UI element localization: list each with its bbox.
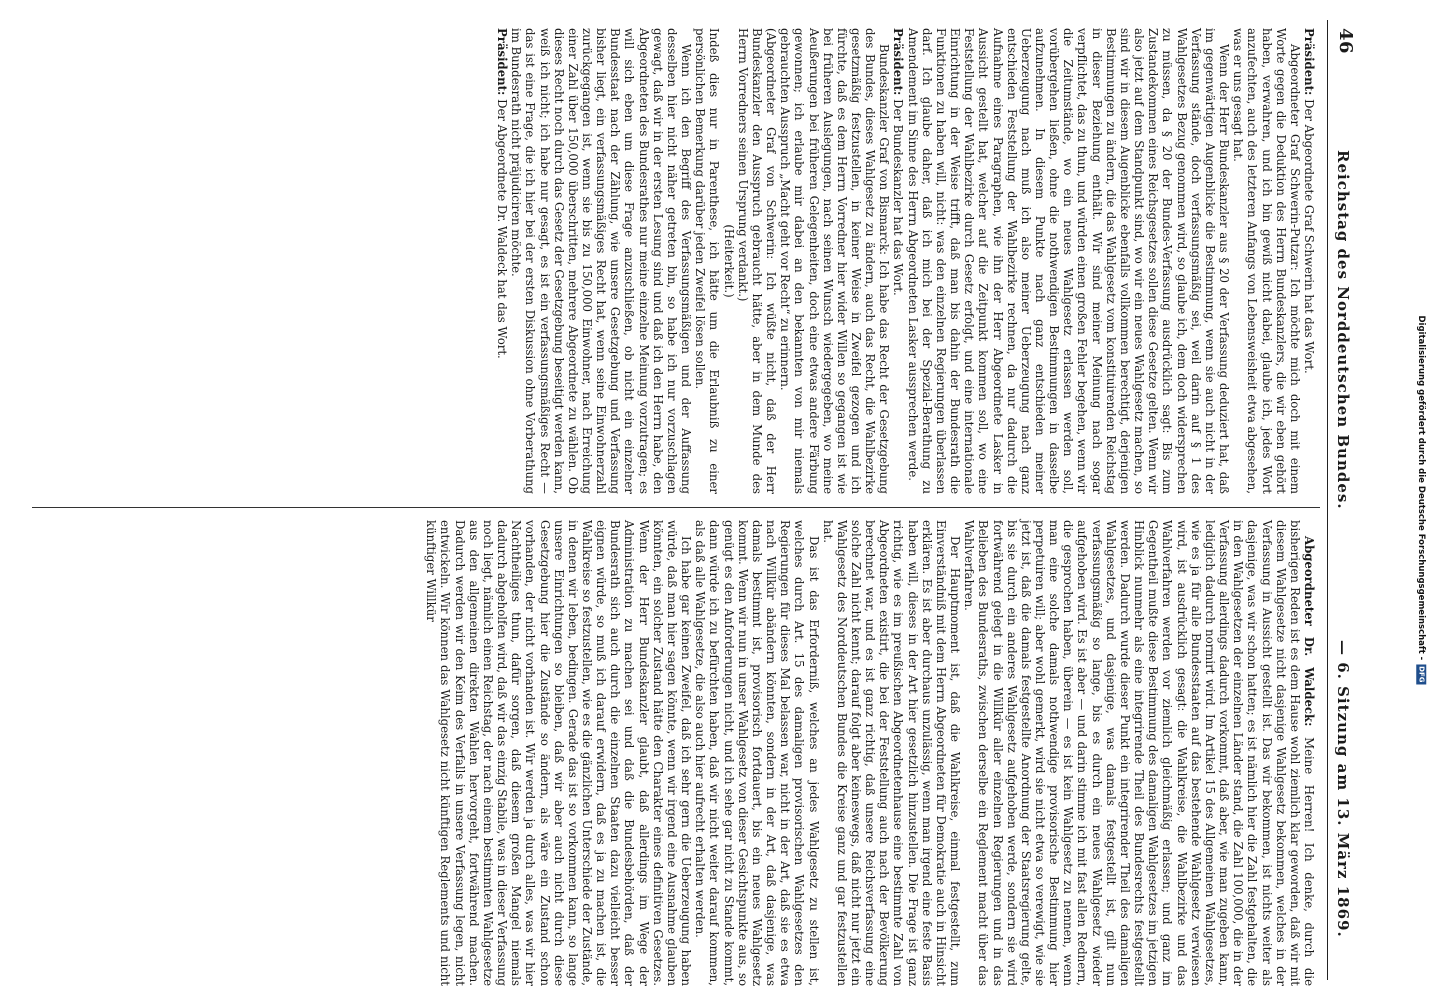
- paragraph: [721, 28, 735, 494]
- paragraph: [1231, 28, 1302, 494]
- paragraph: [778, 28, 891, 494]
- paragraph-text: (Abgeordneter Graf von Schwerin: Ich wüßte nicht, daß der Herr Bundeskanzler den Ausspruch gebraucht hätte, aber in dem Munde des Herrn Vorredners seinen Ursprung verdankt.): [735, 28, 779, 494]
- speaker-label: Präsident:: [891, 28, 906, 96]
- paragraph: [424, 520, 693, 986]
- paragraph-text: Der Bundeskanzler hat das Wort.: [891, 99, 906, 296]
- paragraph: [495, 28, 509, 494]
- column-divider: [32, 507, 1320, 508]
- left-column: [495, 28, 1316, 494]
- speaker-label: Präsident:: [495, 28, 510, 96]
- page-header: [1327, 20, 1354, 980]
- paragraph: [693, 520, 820, 986]
- paragraph-text: Der Abgeordnete Graf Schwerin hat das Wort.: [1302, 99, 1316, 374]
- paragraph: [962, 520, 1316, 986]
- paragraph-text: Wenn ich den Begriff des Verfassungsmäßigen und der Auffassung desselben hier nicht näher getreten bin, so habe ich nur vorzuschlagen gewagt, daß wir in der ersten Lesung sind und daß ich den Herrn habe, den Abgeordneten des Bundesrathes nur meine einzelne Meinung vorzutragen; es will sich eben um diese Frage anzuschließen, ob nicht ein einzelner Bundesstaat nach der Zählung, wie unsere Gesetzgebung und Verfassung bisher liegt, ein verfassungsmäßiges Recht hat, wenn seine Einwohnerzahl zurückgegangen ist, wenn sie bis zu 150,000 Einwohner, nach Erreichung einer Zahl über 150,000 überschritten, mehrere Abgeordnete zu wählen. Ob dieses Recht noch durch das Gesetz der Gesetzgebung beseitigt werden kann, weiß ich nicht; ich habe nur gesagt, es ist ein verfassungsmäßiges Recht — das ist eine Frage, die ich hier bei der ersten Diskussion ohne Vorberathung im Bundesrath nicht präjudiciren möchte.: [509, 28, 694, 494]
- paragraph-text: Wenn der Herr Bundeskanzler aus § 20 der Verfassung deduziert hat, daß im gegenwärtigen Augenblicke die Bestimmung, wenn sie auch nicht in der Verfassung stände, doch verfassungsmäßig sei, weil darin auf § 1 des Wahlgesetzes Bezug genommen wird, so glaube ich, dem doch widersprechen zu müssen, da § 20 der Bundes-Verfassung ausdrücklich sagt: Bis zum Zustandekommen eines Reichsgesetzes sollen diese Gesetze gelten. Wenn wir also jetzt auf dem Standpunkt sind, wo wir ein neues Wahlgesetz machen, so sind wir in diesem Augenblicke ebenfalls vollkommen berechtigt, derjenigen Bestimmungen zu ändern, die das Wahlgesetz vom konstituirenden Reichstag in dieser Beziehung enthält. Wir sind meiner Meinung nach sogar verpflichtet, das zu thun, und würden einen großen Fehler begehen, wenn wir die Zeitumstände, wo ein neues Wahlgesetz erlassen werden soll, vorübergehen ließen, ohne die nothwendigen Bestimmungen in dasselbe aufzunehmen. In diesem Punkte nach ganz entschieden meiner Ueberzeugung nach muß ich also meiner Ueberzeugung nach ganz entschieden Feststellung der Wahlbezirke rechnen, da nur dadurch die Aufnahme eines Paragraphen, wie ihn der Herr Abgeordnete Lasker in Aussicht gestellt hat, welcher auf die Zeitpunkt kommen soll, wo eine Feststellung der Wahlbezirke durch Gesetz erfolgt, und eine internationale Einrichtung in der Weise trifft, daß man bis dahin der Bundesrath die Funktionen zu haben will, nicht: was den einzelnen Regierungen überlassen darf. Ich glaube daher, daß ich mich bei der Spezial-Berathung zu Amendement im Sinne des Herrn Abgeordneten Lasker aussprechen werde.: [905, 28, 1232, 494]
- session-title: — 6. Sitzung am 13. März 1869.: [1334, 640, 1352, 938]
- paragraph-text: Ich habe gar keinen Zweifel, daß ich sehr gern die Ueberzeugung haben würde, daß man hier sagen könnte, wenn wir irgend eine Ausnahme glauben könnten, ein solcher Zustand hätte den Charakter eines definitiven Gesetzes. Wenn der Herr Bundeskanzler glaubt, daß allerdings im Wege der Administration zu machen sei und daß die Bundesbehörden, daß der Bundesrath sich auch durch die einzelnen Staaten dazu vielleicht besser eignen würde, so muß ich darauf erwidern, daß es ja zu machen ist, die Wahlkreise so festzustellen, wie es die gänzlichen Unterschiede der Zustände, in denen wir leben, bedingen. Gerade das ist so vorkommen kann, so lange unsere Einrichtungen so bleiben, daß wir aber auch nicht durch diese Gesetzgebung hier die Zustände so ändern, als wäre ein Zustand schon vorhanden, der nicht vorhanden ist. Wir werden ja durch alles, was wir hier Nachtheiliges thun, dafür sorgen, daß diesem großen Mangel niemals dadurch abgeholfen wird, daß wir das einzig Stabile, was in dieser Verfassung noch liegt, nämlich einen Reichstag, der nach einem bestimmten Wahlgesetze aus den allgemeinen direkten Wahlen hervorgeht, fortwährend machen. Dadurch werden wir den Keim des Verfalls in unsere Verfassung legen, nicht entwickeln. Wir können das Wahlgesetz nicht künftigen Reglements und nicht künftiger Willkür: [424, 520, 694, 986]
- paragraph-text: Das ist das Erforderniß, welches an jedes Wahlgesetz zu stellen ist, welches durch Art. 15 des damaligen provisorischen Wahlgesetzes den Regierungen für dieses Mal belassen war, nicht in der Art, daß sie es etwa nach Willkür abändern könnten, sondern in der Art, daß dasjenige, was damals bestimmt ist, provisorisch fortdauert, bis ein neues Wahlgesetz kommt. Wenn wir nun in unser Wahlgesetz von dieser Gesichtspunkte aus, so genügt es den Anforderungen nicht, und ich sehe gar nicht zu Stande kommt, dann würde ich zu befürchten haben, daß wir nicht weiter darauf kommen, als daß alle Wahlgesetze, die also auch hier aufrecht erhalten werden.: [693, 520, 821, 986]
- running-title: Reichstag des Norddeutschen Bundes.: [1334, 150, 1352, 510]
- dfg-logo: DFG: [1417, 666, 1426, 683]
- paragraph: [821, 520, 963, 986]
- paragraph-text: Bundeskanzler Graf von Bismarck: Ich habe das Recht der Gesetzgebung des Bundes, dieses Wahlgesetz zu ändern, auch das Recht, die Wahlbezirke gesetzmäßig festzustellen, in keiner Weise in Zweifel gezogen und ich fürchte, daß es dem Herrn Vorredner hier wider Willen so gegangen ist wie bei früheren Auslegungen, nach seinen Wunsch wiedergegeben, wo meine Aeußerungen bei früheren Gelegenheiten, doch eine etwas andere Färbung gewonnen; ich erlaube mir dabei an den bekannten von mir niemals gebrauchten Ausspruch „Macht geht vor Recht“ zu erinnern.: [778, 28, 892, 494]
- paragraph: [736, 28, 778, 494]
- paragraph-text: Indeß dies nur in Parenthese, ich hätte um die Erlaubniß zu einer persönlichen Bemerkung darüber jeden Zweifel lösen sollen.: [693, 28, 722, 494]
- speaker-label: Abgeordneter Dr. Waldeck:: [1302, 536, 1316, 727]
- paragraph-text: (Heiterkeit.): [721, 224, 736, 298]
- paragraph: [693, 28, 721, 494]
- paragraph: [905, 28, 1231, 494]
- paragraph: [509, 28, 693, 494]
- paragraph-text: Der Abgeordnete Dr. Waldeck hat das Wort.: [495, 99, 510, 359]
- paragraph: [1302, 28, 1316, 494]
- paragraph-text: Abgeordneter Graf Schwerin-Putzar: Ich möchte mich doch mit einem Worte gegen die Deduktion des Herrn Bundeskanzlers, die wir eben gehört haben, verwahren, und ich bin gewiß nicht dabei, glaube ich, jedes Wort anzufechten, auch des letzteren Anfangs von Lebensweisheit etwa abgesehen, was er uns gesagt hat.: [1231, 28, 1302, 494]
- paragraph-text: Der Hauptmoment ist, daß die Wahlkreise, einmal festgestellt, zum Einverständniß mit dem Herrn Abgeordneten für Demokratie auch in Hinsicht erklären. Es ist aber durchaus unzulässig, wenn man irgend eine feste Basis haben will, dieses in der Art hier gesetzlich hinzustellen. Die Frage ist ganz richtig, wie es im preußischen Abgeordnetenhause eine bestimmte Zahl von Abgeordneten existirt, die bei der Feststellung auch nach der Bevölkerung berechnet war, und es ist ganz richtig, daß unsere Reichsverfassung eine solche Zahl nicht kennt; darauf folgt aber keineswegs, daß nicht nur jetzt ein Wahlgesetz des Norddeutschen Bundes die Kreise ganz und gar festzustellen hat.: [820, 520, 963, 986]
- digitization-footer: [1416, 315, 1427, 684]
- speaker-label: Präsident:: [1302, 28, 1316, 96]
- paragraph-text: Meine Herren! Ich denke, durch die bisherigen Reden ist es dem Hause wohl ziemlich klar geworden, daß wir mit diesem Wahlgesetze nicht dasjenige Wahlgesetz bekommen, welches in der Verfassung in Aussicht gestellt ist. Das wir bekommen, ist nichts weiter als dasjenige, was wir schon hatten; es ist nämlich hier die Zahl festgehalten, die in den Wahlgesetzen der einzelnen Länder stand, die Zahl 100,000, die in der Verfassung allerdings dadurch vorkommt, daß aber, wie man zugeben kann, lediglich dadurch normirt wird. Im Artikel 15 des Allgemeinen Wahlgesetzes, wie es ja für alle Bundesstaaten auf das bestehende Wahlgesetz verwiesen wird, ist ausdrücklich gesagt: die Wahlkreise, die Wahlbezirke und das Wahlverfahren werden vor ziemlich gleichmäßig erlassen; und ganz im Gegentheil mußte diese Bestimmung des damaligen Wahlgesetzes im jetzigen Hinblick nunmehr als eine integrirende Theil des Bundesrechts festgestellt werden. Dadurch wurde dieser Punkt ein integrirender Theil des damaligen Wahlgesetzes, und dasjenige, was damals festgestellt ist, gilt nun verfassungsmäßig so lange, bis es durch ein neues Wahlgesetz wieder aufgehoben wird. Es ist aber — und darin stimme ich mit fast allen Rednern, die gesprochen haben, überein — es ist kein Wahlgesetz zu nennen, wenn man eine solche damals nothwendige provisorische Bestimmung hier perpetuiren will; aber wohl gemerkt, wird sie nicht etwa so verewigt, wie sie jetzt ist, daß die damals festgestellte Anordnung der Staatsregierung gelte, bis sie durch ein anderes Wahlgesetz aufgehoben werde, sondern sie wird fortwährend gelegt in die Willkür aller einzelnen Regierungen und in das Belieben des Bundesraths, zwischen derselbe ein Reglement macht über das Wahlverfahren.: [962, 520, 1316, 987]
- digitization-note: Digitalisierung gefördert durch die Deutsche Forschungsgemeinschaft -: [1415, 315, 1426, 661]
- page-number: 46: [1335, 28, 1356, 55]
- paragraph: [891, 28, 905, 494]
- right-column: [424, 520, 1316, 986]
- rotated-page: [16, 20, 1376, 987]
